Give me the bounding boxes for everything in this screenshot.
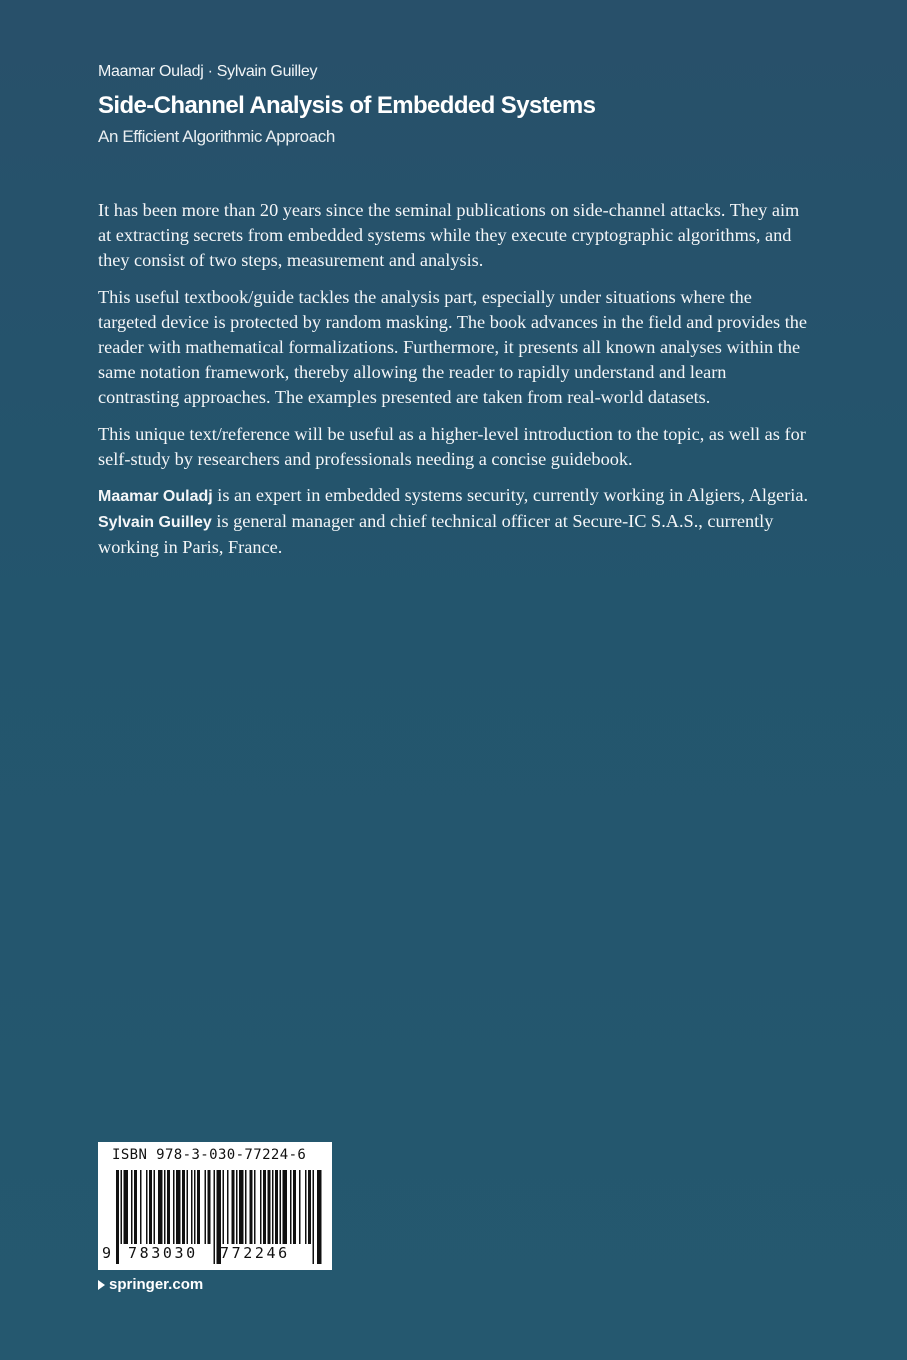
barcode-digit-first: 9 <box>102 1244 112 1262</box>
author-2-name: Sylvain Guilley <box>98 514 212 532</box>
author-1-bio: is an expert in embedded systems security, currently working in Algiers, Algeria. <box>212 485 809 506</box>
author-bio <box>98 483 810 561</box>
blurb-paragraph-2: This useful textbook/guide tackles the analysis part, especially under situations where the targeted device is protected by random masking. The book advances in the field and provides the reader with mathematical formalizations. Furthermore, it presents all known analyses within the same notation framework, thereby allowing the reader to rapidly understand and learn contrasting approaches. The examples presented are taken from real-world datasets. <box>98 286 808 408</box>
blurb-text <box>98 198 810 572</box>
publisher-link[interactable] <box>98 1276 203 1293</box>
publisher-website: springer.com <box>109 1276 204 1293</box>
blurb-paragraph-3: This unique text/reference will be useful as a higher-level introduction to the topic, as well as for self-study by researchers and professionals needing a concise guidebook. <box>98 423 806 469</box>
isbn-barcode <box>98 1142 332 1270</box>
barcode-digits-right: 772246 <box>220 1244 290 1262</box>
barcode-digits-left: 783030 <box>128 1244 198 1262</box>
author-names: Maamar Ouladj · Sylvain Guilley <box>98 63 318 80</box>
arrow-right-icon <box>98 1280 105 1290</box>
book-title: Side-Channel Analysis of Embedded Systems <box>98 92 596 119</box>
book-subtitle: An Efficient Algorithmic Approach <box>98 127 335 146</box>
blurb-paragraph-1: It has been more than 20 years since the seminal publications on side-channel attacks. They aim at extracting secrets from embedded systems while they execute cryptographic algorithms, and they consist of two steps, measurement and analysis. <box>98 200 800 271</box>
isbn-label: ISBN 978-3-030-77224-6 <box>112 1147 307 1163</box>
author-2-bio: is general manager and chief technical officer at Secure-IC S.A.S., currently working in Paris, France. <box>98 511 774 558</box>
author-1-name: Maamar Ouladj <box>98 488 213 506</box>
